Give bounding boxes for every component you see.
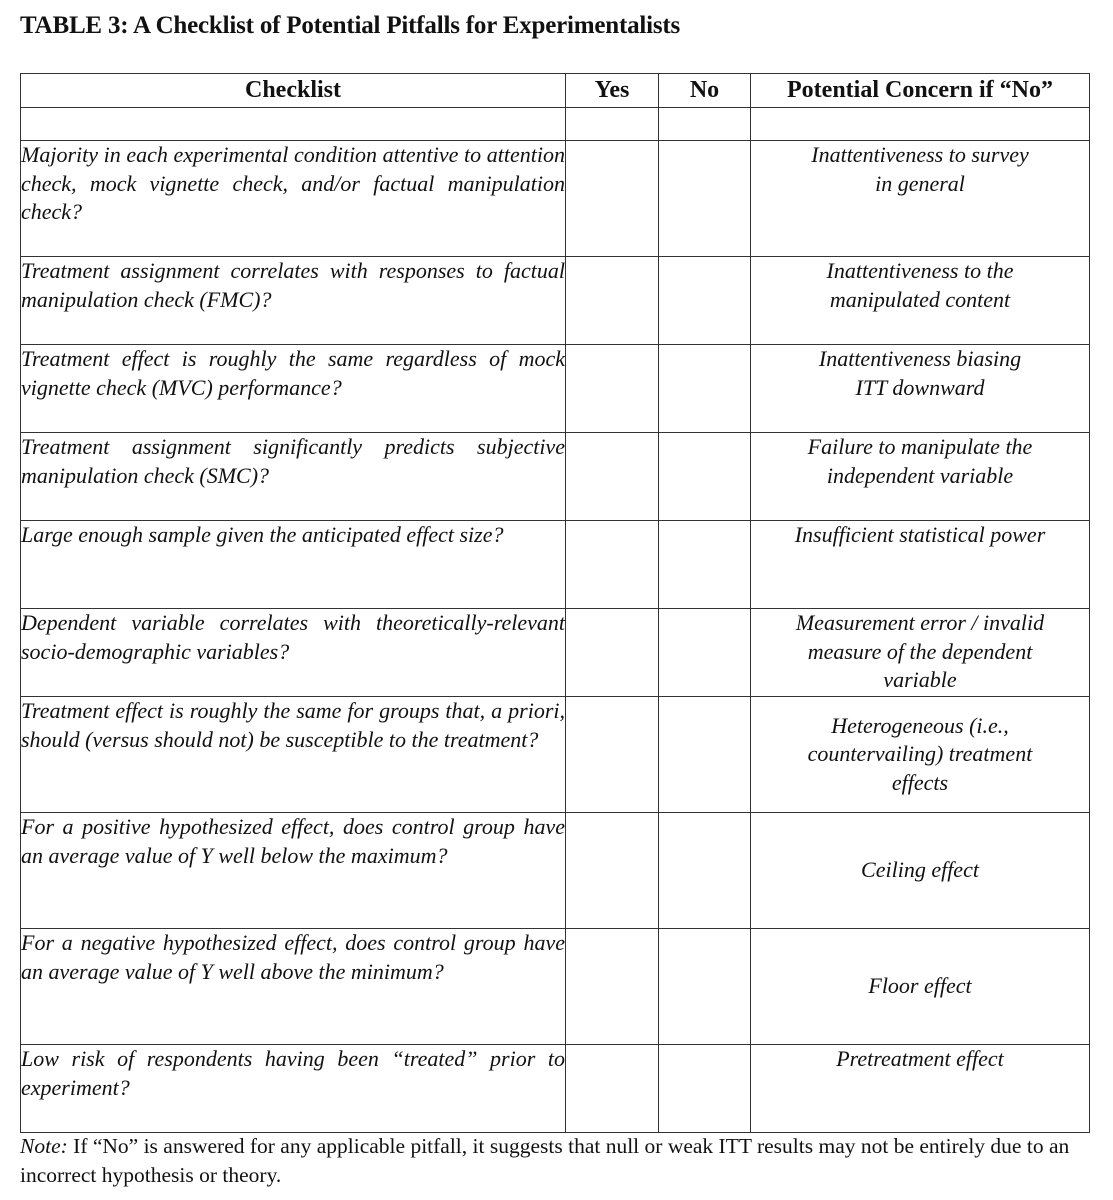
yes-cell[interactable] bbox=[566, 257, 659, 345]
concern-line: Measurement error / invalid bbox=[795, 610, 1045, 635]
table-note bbox=[20, 1132, 1080, 1190]
concern-line: independent variable bbox=[826, 462, 1014, 488]
note-text: If “No” is answered for any applicable pitfall, it suggests that null or weak ITT results may not be entirely due to an incorrect hypothesis or theory. bbox=[20, 1134, 1070, 1187]
table-row bbox=[21, 1045, 1090, 1133]
no-cell[interactable] bbox=[659, 141, 751, 257]
yes-cell[interactable] bbox=[566, 697, 659, 813]
yes-cell[interactable] bbox=[566, 609, 659, 697]
checklist-item: Low risk of respondents having been “treated” prior to experiment? bbox=[21, 1045, 566, 1133]
table-row bbox=[21, 345, 1090, 433]
potential-concern bbox=[751, 929, 1090, 1045]
concern-line: Inattentiveness to survey bbox=[811, 142, 1029, 167]
blank-cell bbox=[659, 108, 751, 141]
yes-cell[interactable] bbox=[566, 433, 659, 521]
header-row bbox=[21, 74, 1090, 108]
concern-line: effects bbox=[891, 769, 949, 795]
no-cell[interactable] bbox=[659, 813, 751, 929]
header-no: No bbox=[659, 74, 751, 108]
blank-cell bbox=[751, 108, 1090, 141]
checklist-item: Treatment effect is roughly the same for groups that, a priori, should (versus should not) be susceptible to the treatment? bbox=[21, 697, 566, 813]
blank-cell bbox=[21, 108, 566, 141]
checklist-item: Majority in each experimental condition attentive to attention check, mock vignette check, and/or factual manipulation check? bbox=[21, 141, 566, 257]
concern-line: countervailing) treatment bbox=[807, 741, 1033, 767]
table-row bbox=[21, 433, 1090, 521]
no-cell[interactable] bbox=[659, 609, 751, 697]
potential-concern bbox=[751, 1045, 1090, 1133]
header-yes: Yes bbox=[566, 74, 659, 108]
table-row bbox=[21, 697, 1090, 813]
table-row bbox=[21, 141, 1090, 257]
header-concern: Potential Concern if “No” bbox=[751, 74, 1090, 108]
potential-concern bbox=[751, 433, 1090, 521]
yes-cell[interactable] bbox=[566, 1045, 659, 1133]
concern-line: Floor effect bbox=[868, 973, 972, 999]
concern-line: Pretreatment effect bbox=[836, 1046, 1004, 1071]
potential-concern bbox=[751, 141, 1090, 257]
checklist-item: Treatment effect is roughly the same regardless of mock vignette check (MVC) performance? bbox=[21, 345, 566, 433]
table-title: TABLE 3: A Checklist of Potential Pitfalls for Experimentalists bbox=[20, 12, 681, 39]
concern-line: Heterogeneous (i.e., bbox=[831, 712, 1009, 738]
no-cell[interactable] bbox=[659, 521, 751, 609]
table-row bbox=[21, 609, 1090, 697]
header-checklist: Checklist bbox=[21, 74, 566, 108]
concern-line: measure of the dependent bbox=[807, 638, 1033, 664]
no-cell[interactable] bbox=[659, 433, 751, 521]
potential-concern bbox=[751, 521, 1090, 609]
yes-cell[interactable] bbox=[566, 813, 659, 929]
concern-line: Failure to manipulate the bbox=[807, 434, 1033, 459]
checklist-item: Treatment assignment correlates with responses to factual manipulation check (FMC)? bbox=[21, 257, 566, 345]
potential-concern bbox=[751, 257, 1090, 345]
concern-line: manipulated content bbox=[829, 286, 1011, 312]
potential-concern bbox=[751, 345, 1090, 433]
checklist-item: For a positive hypothesized effect, does control group have an average value of Y well below the maximum? bbox=[21, 813, 566, 929]
potential-concern bbox=[751, 697, 1090, 813]
yes-cell[interactable] bbox=[566, 521, 659, 609]
no-cell[interactable] bbox=[659, 1045, 751, 1133]
no-cell[interactable] bbox=[659, 929, 751, 1045]
yes-cell[interactable] bbox=[566, 345, 659, 433]
yes-cell[interactable] bbox=[566, 929, 659, 1045]
checklist-item: Dependent variable correlates with theoretically-relevant socio-demographic variables? bbox=[21, 609, 566, 697]
concern-line: in general bbox=[875, 170, 965, 196]
potential-concern bbox=[751, 609, 1090, 697]
blank-row bbox=[21, 108, 1090, 141]
checklist-table bbox=[20, 73, 1090, 1133]
blank-cell bbox=[566, 108, 659, 141]
no-cell[interactable] bbox=[659, 697, 751, 813]
yes-cell[interactable] bbox=[566, 141, 659, 257]
potential-concern bbox=[751, 813, 1090, 929]
table-row bbox=[21, 813, 1090, 929]
no-cell[interactable] bbox=[659, 257, 751, 345]
concern-line: ITT downward bbox=[855, 374, 985, 400]
concern-line: Insufficient statistical power bbox=[794, 522, 1046, 547]
checklist-item: For a negative hypothesized effect, does control group have an average value of Y well above the minimum? bbox=[21, 929, 566, 1045]
table-row bbox=[21, 929, 1090, 1045]
concern-line: Ceiling effect bbox=[861, 857, 979, 883]
checklist-item: Large enough sample given the anticipated effect size? bbox=[21, 521, 566, 609]
note-label: Note: bbox=[20, 1134, 68, 1158]
table-row bbox=[21, 257, 1090, 345]
concern-line: variable bbox=[883, 667, 957, 692]
concern-line: Inattentiveness to the bbox=[826, 258, 1014, 283]
table-row bbox=[21, 521, 1090, 609]
checklist-item: Treatment assignment significantly predicts subjective manipulation check (SMC)? bbox=[21, 433, 566, 521]
concern-line: Inattentiveness biasing bbox=[818, 346, 1022, 371]
no-cell[interactable] bbox=[659, 345, 751, 433]
